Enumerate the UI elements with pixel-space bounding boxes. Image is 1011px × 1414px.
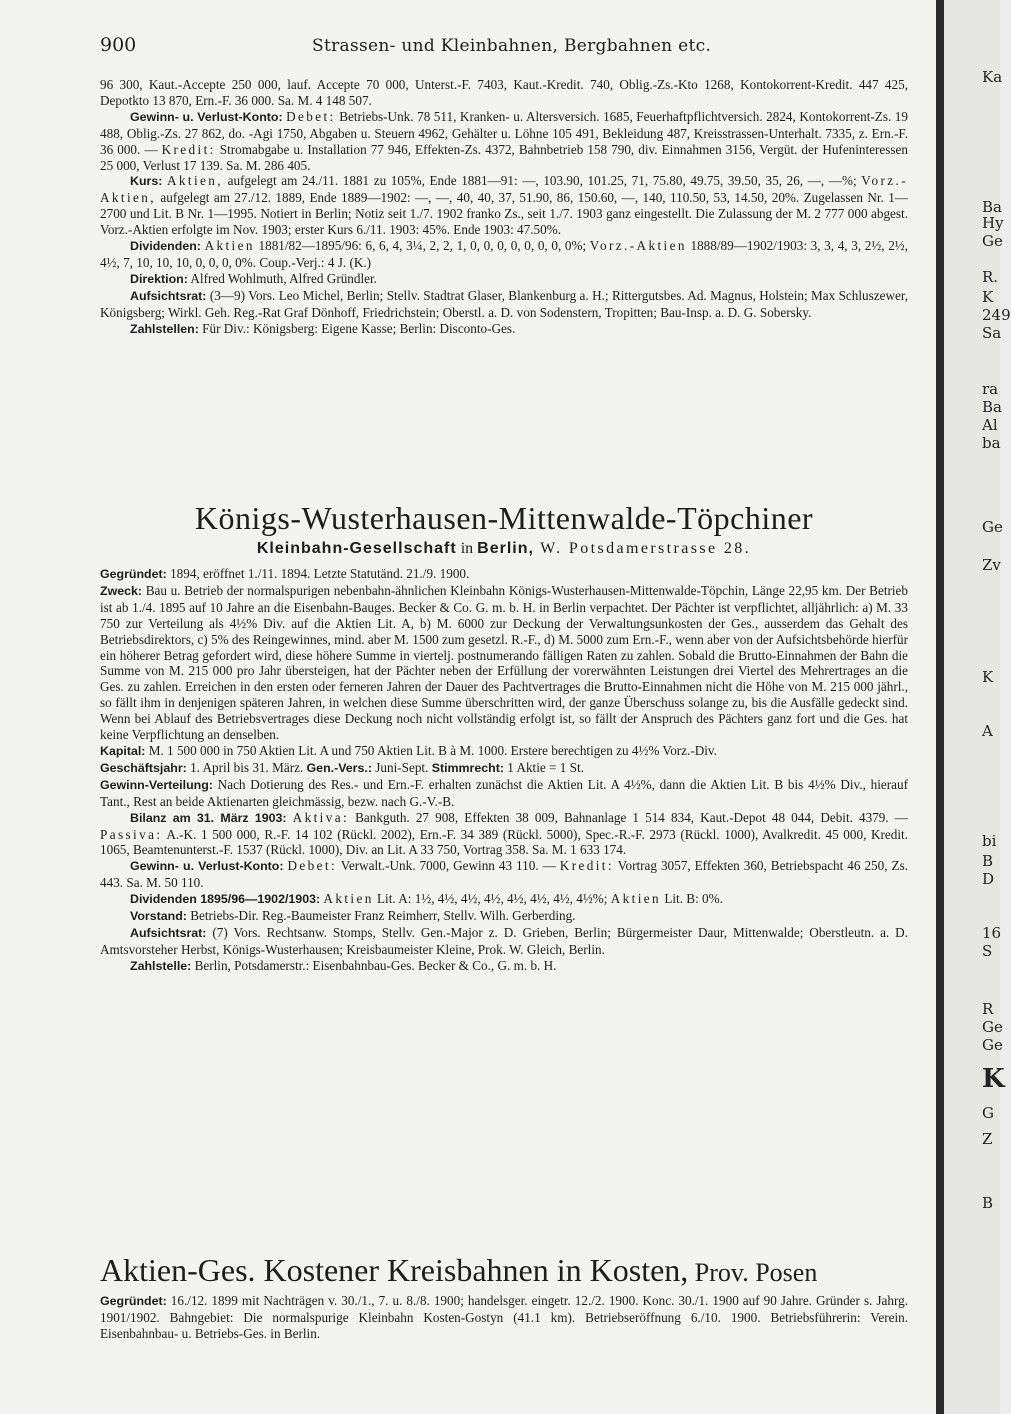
margin-fragment: Ba xyxy=(982,198,1002,216)
margin-fragment: Ka xyxy=(982,68,1003,86)
supervisory-board: Aufsichtsrat: (7) Vors. Rechtsanw. Stomps, Stellv. Gen.-Major z. D. Grieben, Berlin; Bürgermeister Daur, Mittenwalde; Oberstleutn. a. D. Amtsvorsteher Herbst, Königs-Wusterhausen; Kreisbaumeister Kleine, Prok. W. Gleich, Berlin. xyxy=(100,924,908,957)
section-company-entry xyxy=(100,566,908,975)
margin-fragment: Ba xyxy=(982,398,1002,416)
margin-fragment: Hy xyxy=(982,214,1004,232)
book-gutter xyxy=(936,0,944,1414)
balance-sheet: Bilanz am 31. März 1903: Aktiva: Bankguth. 27 908, Effekten 38 009, Bahnanlage 1 514 834, Kaut.-Depot 48 044, Debit. 4379. — Passiva: A.-K. 1 500 000, R.-F. 14 102 (Rückl. 2002), Ern.-F. 34 389 (Rückl. 5000), Spec.-R.-F. 2973 (Rückl. 1000), Avalkredit. 45 000, Kredit. 1065, Beamtenunterst.-F. 1537 (Rückl. 1000), Div. an Lit. A 33 750, Vortrag 358. Sa. M. 1 633 174. xyxy=(100,809,908,858)
profit-distribution: Gewinn-Verteilung: Nach Dotierung des Res.- und Ern.-F. erhalten zunächst die Aktien Lit. A 4½%, dann die Aktien Lit. B bis 4½% Div., hierauf Tant., Rest an beide Aktienarten gleichmässig, bezw. nach G.-V.-B. xyxy=(100,776,908,809)
share-price: Kurs: Aktien, aufgelegt am 24./11. 1881 zu 105%, Ende 1881—91: —, 103.90, 101.25, 71, 75.80, 49.75, 39.50, 35, 26, —, —%; Vorz.-Aktien, aufgelegt am 27./12. 1889, Ende 1889—1902: —, —, 40, 40, 37, 51.90, 86, 150.60, —, 140, 110.50, 53, 14.50, 20%. Zugelassen Nr. 1—2700 und Lit. B Nr. 1—1995. Notiert in Berlin; Notiz seit 1./7. 1902 franko Zs., seit 1./7. 1903 ganz eingestellt. Die Zulassung der M. 2 777 000 abgest. Vorz.-Aktien erfolgte im Nov. 1903; erster Kurs 6./11. 1903: 45%. Ende 1903: 47.50%. xyxy=(100,173,909,238)
margin-fragment: ba xyxy=(982,434,1001,452)
margin-fragment: G xyxy=(982,1104,994,1122)
margin-fragment: D xyxy=(982,870,995,888)
margin-fragment: Sa xyxy=(982,324,1002,342)
margin-fragment: B xyxy=(982,1194,994,1212)
supervisory-board: Aufsichtsrat: (3—9) Vors. Leo Michel, Berlin; Stellv. Stadtrat Glaser, Blankenburg a. H.; Rittergutsbes. Ad. Magnus, Holstein; Max Schluszewer, Königsberg; Wirkl. Geh. Reg.-Rat Graf Dönhoff, Friedrichstein; Oberstl. a. D. von Sodenstern, Tropitten; Bau-Insp. a. D. G. Sobersky. xyxy=(100,287,908,320)
founded: Gegründet: 16./12. 1899 mit Nachträgen v. 30./1., 7. u. 8./8. 1900; handelsger. eingetr. 12./2. 1900. Konc. 30./1. 1900 auf 90 Jahre. Gründer s. Jahrg. 1901/1902. Bahngebiet: Die normalspurige Kleinbahn Kosten-Gostyn (41.1 km). Betriebseröffnung 6./10. 1900. Betriebsführerin: Verein. Eisenbahnbau- u. Betriebs-Ges. in Berlin. xyxy=(100,1293,908,1341)
section-continued-company xyxy=(100,77,908,338)
company-subtitle: Kleinbahn-Gesellschaft in Berlin, W. Potsdamerstrasse 28. xyxy=(256,540,752,557)
margin-fragment: Ge xyxy=(982,232,1003,250)
margin-fragment: K xyxy=(982,668,994,686)
founded: Gegründet: 1894, eröffnet 1./11. 1894. Letzte Statutänd. 21./9. 1900. xyxy=(100,566,470,581)
margin-fragment: Ge xyxy=(982,1036,1003,1054)
fiscal-year-meeting-voting: Geschäftsjahr: 1. April bis 31. März. Gen.-Vers.: Juni-Sept. Stimmrecht: 1 Aktie = 1 St. xyxy=(100,759,584,775)
margin-fragment: K xyxy=(982,1064,1005,1094)
executive-board: Vorstand: Betriebs-Dir. Reg.-Baumeister Franz Reimherr, Stellv. Wilh. Gerberding. xyxy=(130,908,576,924)
margin-fragment: Ge xyxy=(982,518,1003,536)
margin-fragment: bi xyxy=(982,832,997,850)
margin-fragment: ra xyxy=(982,380,999,398)
dividends: Dividenden 1895/96—1902/1903: Aktien Lit. A: 1½, 4½, 4½, 4½, 4½, 4½, 4½, 4½%; Aktien Lit. B: 0%. xyxy=(130,891,723,907)
company-title: Aktien-Ges. Kostener Kreisbahnen in Kosten, Prov. Posen xyxy=(100,1252,818,1288)
margin-fragment: Z xyxy=(982,1130,993,1148)
margin-fragment: K xyxy=(982,288,994,306)
capital: Kapital: M. 1 500 000 in 750 Aktien Lit. A und 750 Aktien Lit. B à M. 1000. Erstere berechtigen zu 4½% Vorz.-Div. xyxy=(100,742,717,758)
section-company-entry xyxy=(100,1293,908,1342)
running-title: Strassen- und Kleinbahnen, Bergbahnen etc. xyxy=(312,36,712,56)
margin-fragment: 16 xyxy=(982,924,1002,942)
margin-fragment: Ge xyxy=(982,1018,1003,1036)
margin-fragment: 249 xyxy=(982,306,1011,324)
profit-loss-account: Gewinn- u. Verlust-Konto: Debet: Verwalt.-Unk. 7000, Gewinn 43 110. — Kredit: Vortrag 3057, Effekten 360, Betriebspacht 46 250, Zs. 443. Sa. M. 50 110. xyxy=(100,858,908,891)
margin-fragment: R. xyxy=(982,268,999,286)
margin-fragment: B xyxy=(982,852,994,870)
dividends: Dividenden: Aktien 1881/82—1895/96: 6, 6, 4, 3¼, 2, 2, 1, 0, 0, 0, 0, 0, 0, 0, 0%; Vorz.-Aktien 1888/89—1902/1903: 3, 3, 4, 3, 2½, 2½, 4½, 7, 10, 10, 10, 0, 0, 0, 0%. Coup.-Verj.: 4 J. (K.) xyxy=(100,238,908,270)
margin-fragment: R xyxy=(982,1000,994,1018)
margin-fragment: Al xyxy=(982,416,998,434)
balance-continuation: 96 300, Kaut.-Accepte 250 000, lauf. Accepte 70 000, Unterst.-F. 7403, Kaut.-Kredit. 740, Oblig.-Zs.-Kto 1268, Kontokorrent-Kredit. 447 425, Depotkto 13 870, Ern.-F. 36 000. Sa. M. 4 148 507. xyxy=(100,77,908,108)
paying-agent: Zahlstelle: Berlin, Potsdamerstr.: Eisenbahnbau-Ges. Becker & Co., G. m. b. H. xyxy=(130,957,557,973)
margin-fragment: S xyxy=(982,942,993,960)
profit-loss-account: Gewinn- u. Verlust-Konto: Debet: Betriebs-Unk. 78 511, Kranken- u. Altersversich. 1685, Feuerhaftpflichtversich. 2824, Kontokorrent-Zs. 19 488, Oblig.-Zs. 27 862, do. -Agi 1750, Abgaben u. Steuern 4962, Gehälter u. Löhne 105 491, Bekleidung 487, Kreisstrassen-Unterhalt. 7335, z. Ern.-F. 36 000. — Kredit: Stromabgabe u. Installation 77 946, Effekten-Zs. 4372, Bahnbetrieb 158 790, div. Einnahmen 3156, Vergüt. der Hufeninteressen 25 000, Verlust 17 139. Sa. M. 286 405. xyxy=(100,108,908,173)
adjacent-page-edge xyxy=(944,0,1011,1414)
page-number: 900 xyxy=(100,34,137,56)
board-direction: Direktion: Alfred Wohlmuth, Alfred Gründler. xyxy=(130,270,377,286)
company-title: Königs-Wusterhausen-Mittenwalde-Töpchiner xyxy=(194,500,814,536)
paying-agents: Zahlstellen: Für Div.: Königsberg: Eigene Kasse; Berlin: Disconto-Ges. xyxy=(130,320,516,336)
margin-fragment: Zv xyxy=(982,556,1001,574)
purpose: Zweck: Bau u. Betrieb der normalspurigen nebenbahn-ähnlichen Kleinbahn Königs-Wusterhausen-Mittenwalde-Töpchin, Länge 22,95 km. Der Betrieb ist ab 1./4. 1895 auf 10 Jahre an die Eisenbahn-Bauges. Becker & Co. G. m. b. H. in Berlin verpachtet. Der Pächter ist verpflichtet, alljährlich: a) M. 33 750 zur Verteilung als 4½% Div. auf die Aktien Lit. A, b) M. 6000 zur Deckung der Verwaltungsunkosten der Ges., ausserdem das Gehalt des Betriebsdirektors, c) 5% des Reingewinnes, mind. aber M. 1500 zum gesetzl. R.-F., d) M. 5000 zum Ern.-F., wenn aber von der Aufsichtsbehörde hierfür ein höherer Betrag gefordert wird, diese höhere Summe in viertelj. postnumerando fälligen Raten zu zahlen. Sobald die Brutto-Einnahmen der Bahn die Summe von M. 215 000 pro Jahr übersteigen, hat der Pächter neben der Erfüllung der vorerwähnten Leistungen drei Viertel des Mehrertrages an die Ges. zu zahlen. Erreichen in den ersten oder ferneren Jahren der Dauer des Pachtvertrages die Brutto-Einnahmen nicht die Höhe von M. 215 000 jährl., so fällt ihm in denjenigen späteren Jahren, in welchen diese Summe überschritten wird, der ganze Überschuss solange zu, bis die Ausfälle gedeckt sind. Wenn bei Ablauf des Betriebsvertrages diese Deckung noch nicht vollständig erfolgt ist, so fällt der Anspruch des Pächters ganz fort und die Ges. hat keine Verpflichtung an denselben. xyxy=(100,582,908,743)
margin-fragment: A xyxy=(982,722,993,740)
